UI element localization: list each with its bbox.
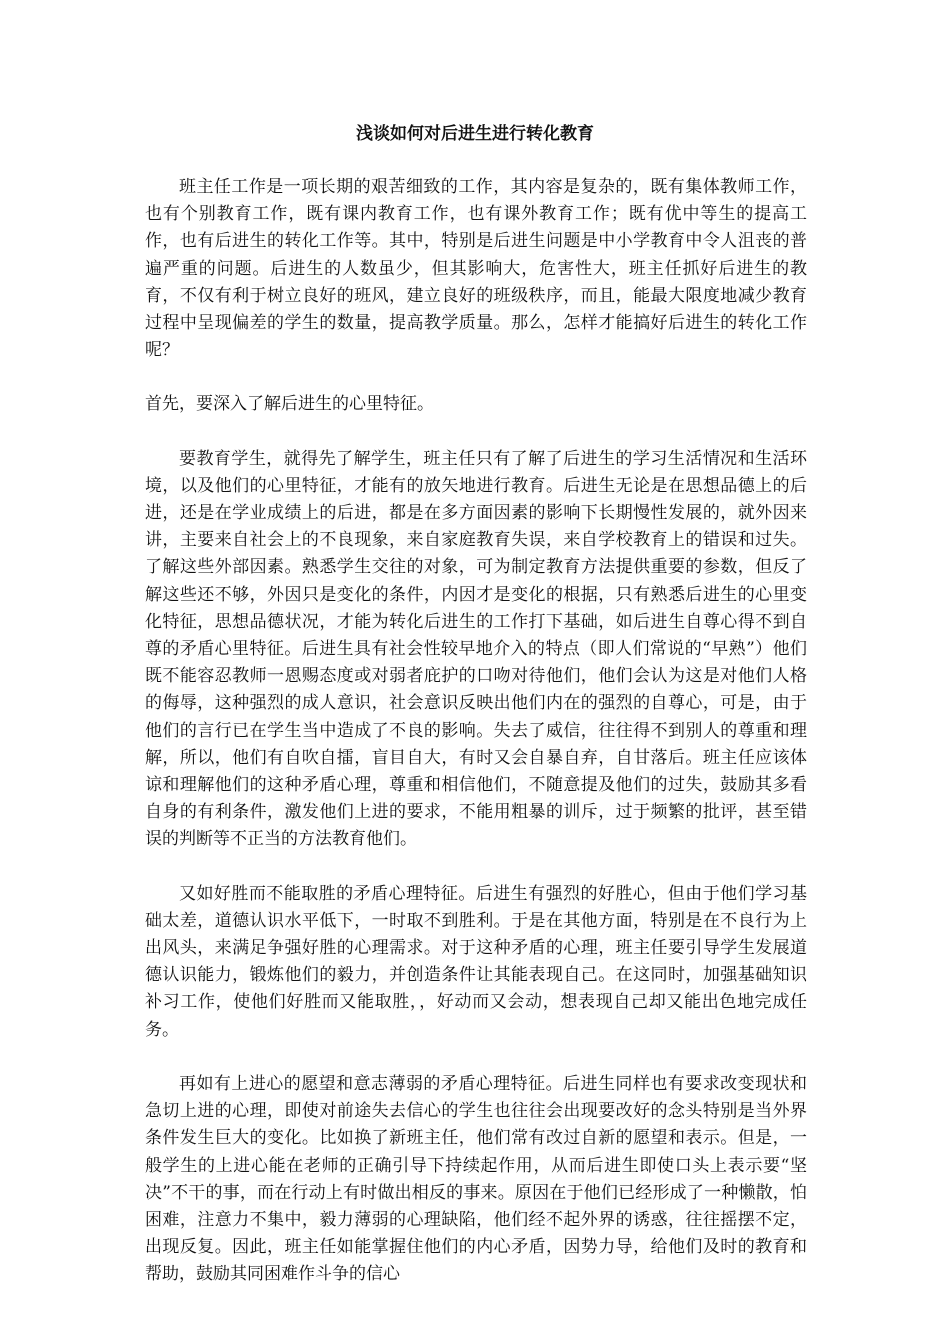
paragraph-gap	[145, 1044, 807, 1071]
document-title: 浅谈如何对后进生进行转化教育	[356, 124, 594, 144]
paragraph-understand-students: 要教育学生，就得先了解学生，班主任只有了解了后进生的学习生活情况和生活环境，以及他们的心里特征，才能有的放矢地进行教育。后进生无论是在思想品德上的后进，还是在学业成绩上的后进，都是在多方面因素的影响下长期慢性发展的，就外因来讲，主要来自社会上的不良现象，来自家庭教育失误，来自学校教育上的错误和过失。了解这些外部因素。熟悉学生交往的对象，可为制定教育方法提供重要的参数，但反了解这些还不够，外因只是变化的条件，内因才是变化的根据，只有熟悉后进生的心里变化特征，思想品德状况，才能为转化后进生的工作打下基础，如后进生自尊心得不到自尊的矛盾心里特征。后进生具有社会性较早地介入的特点（即人们常说的“早熟”）他们既不能容忍教师一恩赐态度或对弱者庇护的口吻对待他们，他们会认为这是对他们人格的侮辱，这种强烈的成人意识，社会意识反映出他们内在的强烈的自尊心，可是，由于他们的言行已在学生当中造成了不良的影响。失去了威信，往往得不到别人的尊重和理解，所以，他们有自吹自擂，盲目自大，有时又会自暴自弃，自甘落后。班主任应该体谅和理解他们的这种矛盾心理，尊重和相信他们，不随意提及他们的过失，鼓励其多看自身的有利条件，激发他们上进的要求，不能用粗暴的训斥，过于频繁的批评，甚至错误的判断等不正当的方法教育他们。	[145, 448, 807, 850]
paragraph-gap	[145, 419, 807, 446]
paragraph-gap	[145, 854, 807, 881]
document-body	[145, 174, 807, 1289]
paragraph-competitive-mindset: 又如好胜而不能取胜的矛盾心理特征。后进生有强烈的好胜心，但由于他们学习基础太差，道德认识水平低下，一时取不到胜利。于是在其他方面，特别是在不良行为上出风头，来满足争强好胜的心理需求。对于这种矛盾的心理，班主任要引导学生发展道德认识能力，锻炼他们的毅力，并创造条件让其能表现自己。在这同时，加强基础知识补习工作，使他们好胜而又能取胜，，好动而又会动，想表现自己却又能出色地完成任务。	[145, 883, 807, 1040]
paragraph-intro: 班主任工作是一项长期的艰苦细致的工作，其内容是复杂的，既有集体教师工作，也有个别教育工作，既有课内教育工作，也有课外教育工作；既有优中等生的提高工作，也有后进生的转化工作等。其中，特别是后进生问题是中小学教育中令人沮丧的普遍严重的问题。后进生的人数虽少，但其影响大，危害性大，班主任抓好后进生的教育，不仅有利于树立良好的班风，建立良好的班级秩序，而且，能最大限度地减少教育过程中呈现偏差的学生的数量，提高教学质量。那么，怎样才能搞好后进生的转化工作呢？	[145, 177, 807, 361]
section-heading-first: 首先，要深入了解后进生的心里特征。	[145, 394, 434, 415]
paragraph-gap	[145, 364, 807, 391]
paragraph-weak-will: 再如有上进心的愿望和意志薄弱的矛盾心理特征。后进生同样也有要求改变现状和急切上进的心理，即使对前途失去信心的学生也往往会出现要改好的念头特别是当外界条件发生巨大的变化。比如换了新班主任，他们常有改过自新的愿望和表示。但是，一般学生的上进心能在老师的正确引导下持续起作用，从而后进生即使口头上表示要“坚决”不干的事，而在行动上有时做出相反的事来。原因在于他们已经形成了一种懒散，怕困难，注意力不集中，毅力薄弱的心理缺陷，他们经不起外界的诱惑，往往摇摆不定，出现反复。因此，班主任如能掌握住他们的内心矛盾，因势力导，给他们及时的教育和帮助，鼓励其同困难作斗争的信心	[145, 1073, 807, 1285]
